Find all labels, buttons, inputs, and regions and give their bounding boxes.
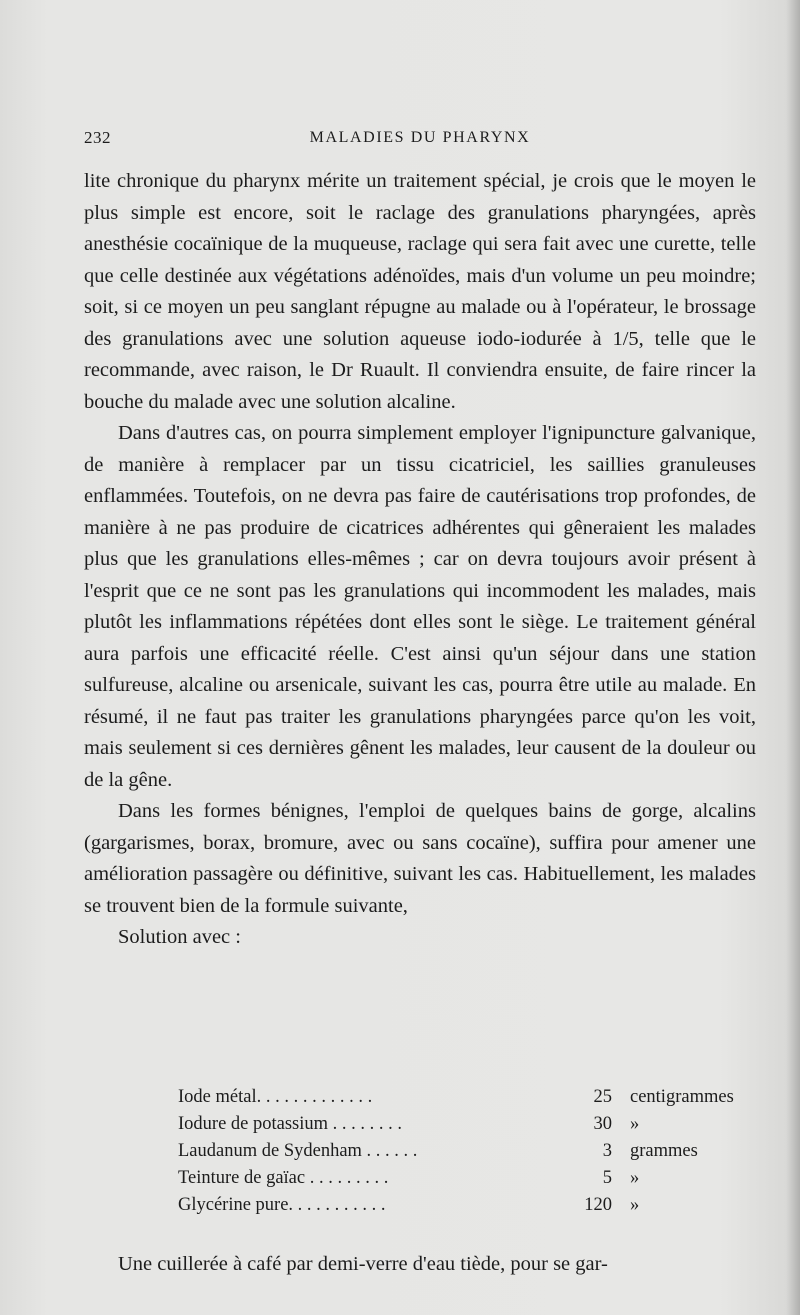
paragraph-1: lite chronique du pharynx mérite un traitement spécial, je crois que le moyen le plus simple est encore, soit le raclage des granulations pharyngées, après anesthésie cocaïnique de la muqueuse, raclage qui sera fait avec une curette, telle que celle destinée aux végétations adénoïdes, mais d'un volume un peu moindre; soit, si ce moyen un peu sanglant répugne au malade ou à l'opérateur, le brossage des granulations avec une solution aqueuse iodo-iodurée à 1/5, telle que le recommande, avec raison, le Dr Ruault. Il conviendra ensuite, de faire rincer la bouche du malade avec une solution alcaline.: [84, 170, 756, 413]
ingredient-quantity: 120: [584, 1195, 612, 1215]
ingredient-quantity: 3: [602, 1141, 612, 1161]
ingredient-name: Iode métal. . . . . . . . . . . . .: [178, 1087, 373, 1107]
ingredient-unit: centigrammes: [630, 1087, 734, 1107]
ingredient-name: Glycérine pure. . . . . . . . . . .: [178, 1195, 386, 1215]
page-header: [84, 128, 756, 154]
formula-row: [178, 1192, 738, 1219]
ingredient-unit: »: [630, 1168, 640, 1188]
paragraph-3: Dans les formes bénignes, l'emploi de quelques bains de gorge, alcalins (gargarismes, borax, bromure, avec ou sans cocaïne), suffira pour amener une amélioration passagère ou définitive, suivant les cas. Habituellement, les malades se trouvent bien de la formule suivante,: [84, 800, 756, 917]
page-edge-shadow: [786, 0, 800, 1315]
ingredient-quantity: 25: [593, 1087, 612, 1107]
formula-intro: Solution avec :: [118, 926, 241, 948]
ingredient-name: Laudanum de Sydenham . . . . . .: [178, 1141, 418, 1161]
page-number: 232: [84, 128, 111, 147]
ingredient-quantity: 5: [602, 1168, 612, 1188]
ingredient-quantity: 30: [593, 1114, 612, 1134]
running-title: MALADIES DU PHARYNX: [309, 129, 531, 146]
body-text: [84, 166, 756, 954]
ingredient-unit: grammes: [630, 1141, 698, 1161]
formula-table: [178, 1084, 738, 1219]
formula-row: [178, 1138, 738, 1165]
ingredient-unit: »: [630, 1195, 640, 1215]
ingredient-unit: »: [630, 1114, 640, 1134]
ingredient-name: Teinture de gaïac . . . . . . . . .: [178, 1168, 389, 1188]
formula-row: [178, 1165, 738, 1192]
formula-row: [178, 1111, 738, 1138]
ingredient-name: Iodure de potassium . . . . . . . .: [178, 1114, 403, 1134]
closing-line: Une cuillerée à café par demi-verre d'eau tiède, pour se gar-: [118, 1252, 608, 1275]
formula-row: [178, 1084, 738, 1111]
paragraph-2: Dans d'autres cas, on pourra simplement employer l'ignipuncture galvanique, de manière à remplacer par un tissu cicatriciel, les saillies granuleuses enflammées. Toutefois, on ne devra pas faire de cautérisations trop profondes, de manière à ne pas produire de cicatrices adhérentes qui gêneraient les malades plus que les granulations elles-mêmes ; car on devra toujours avoir présent à l'esprit que ce ne sont pas les granulations qui incommodent les malades, mais plutôt les inflammations répétées dont elles sont le siège. Le traitement général aura parfois une efficacité réelle. C'est ainsi qu'un séjour dans une station sulfureuse, alcaline ou arsenicale, suivant les cas, pourra être utile au malade. En résumé, il ne faut pas traiter les granulations pharyngées parce qu'on les voit, mais seulement si ces dernières gênent les malades, leur causent de la douleur ou de la gêne.: [84, 422, 756, 791]
